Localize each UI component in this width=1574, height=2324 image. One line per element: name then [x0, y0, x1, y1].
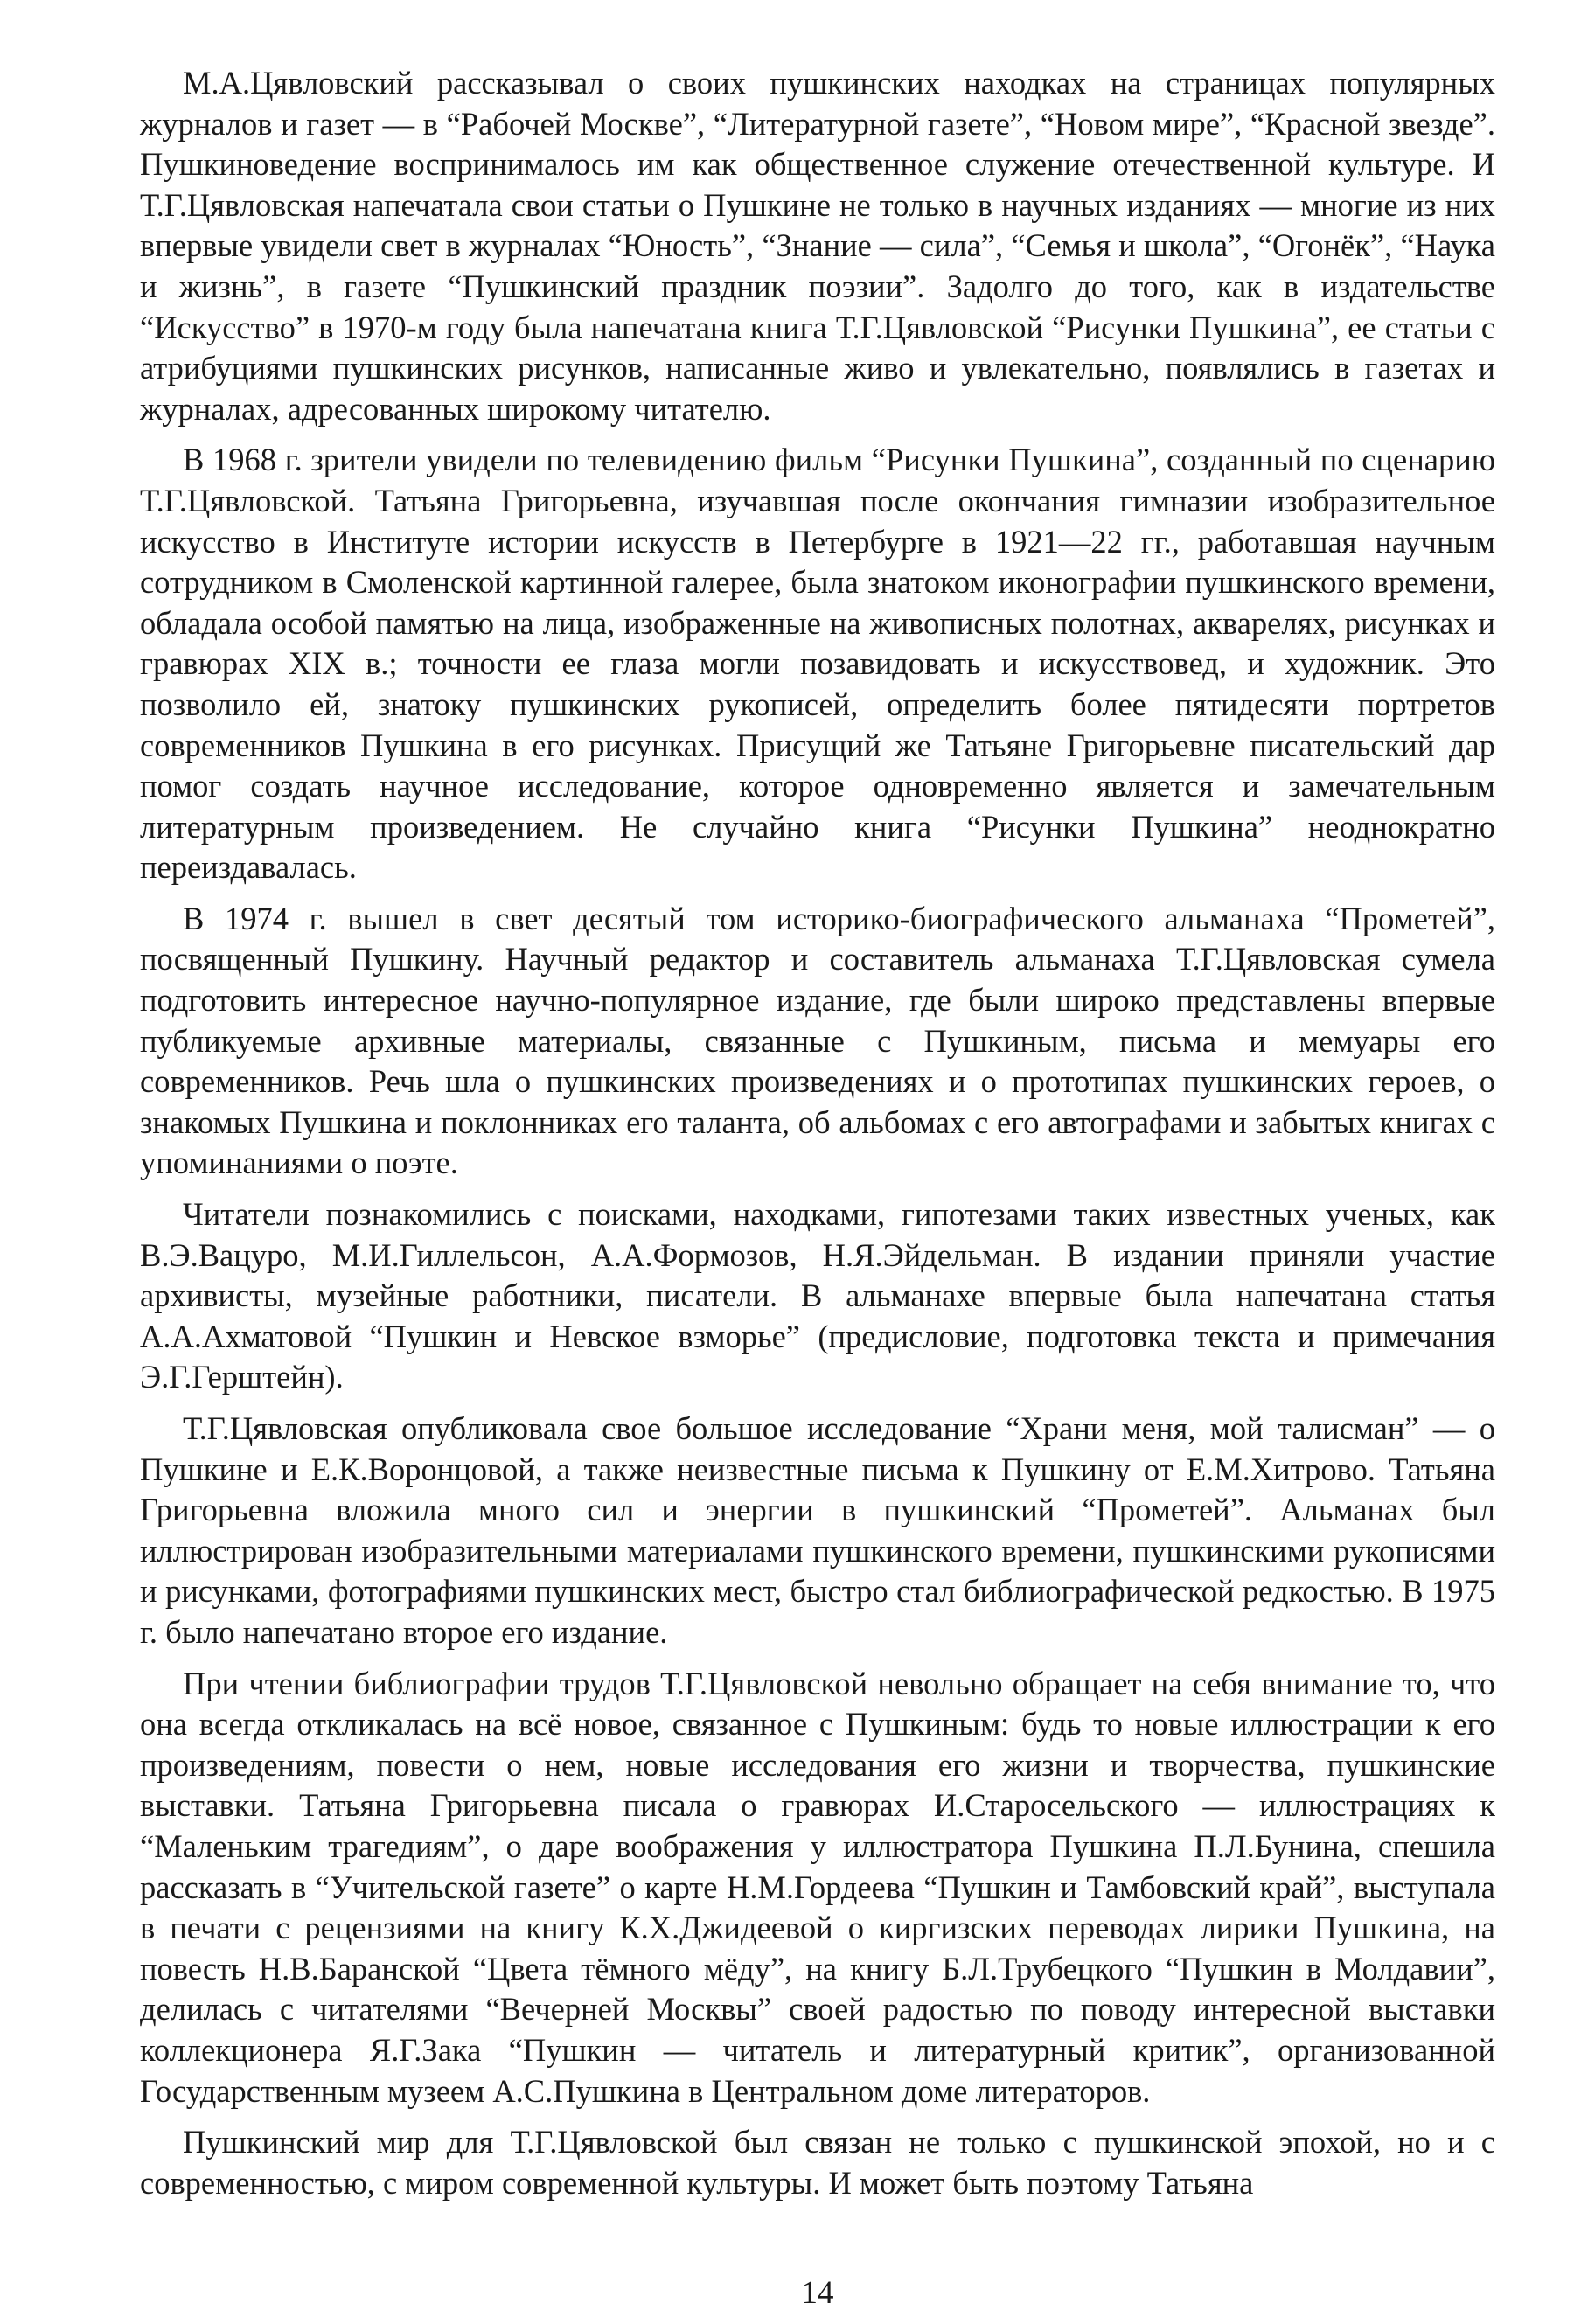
paragraph-2: В 1968 г. зрители увидели по телевидению фильм “Рисунки Пушкина”, созданный по сценарию Т.Г.Цявловской. Татьяна Григорьевна, изучавшая после окончания гимназии изобразительное искусство в Институте истории искусств в Петербурге в 1921—22 гг., работавшая научным сотрудником в Смоленской картинной галерее, была знатоком иконографии пушкинского времени, обладала особой памятью на лица, изображенные на живописных полотнах, акварелях, рисунках и гравюрах XIX в.; точности ее глаза могли позавидовать и искусствовед, и художник. Это позволило ей, знатоку пушкинских рукописей, определить более пятидесяти портретов современников Пушкина в его рисунках. Присущий же Татьяне Григорьевне писательский дар помог создать научное исследование, которое одновременно является и замечательным литературным произведением. Не случайно книга “Рисунки Пушкина” неоднократно переиздавалась. — [140, 442, 1495, 886]
paragraph-5: Т.Г.Цявловская опубликовала свое большое исследование “Храни меня, мой талисман” — о Пушкине и Е.К.Воронцовой, а также неизвестные письма к Пушкину от Е.М.Хитрово. Татьяна Григорьевна вложила много сил и энергии в пушкинский “Прометей”. Альманах был иллюстрирован изобразительными материалами пушкинского времени, пушкинскими рукописями и рисунками, фотографиями пушкинских мест, быстро стал библиографической редкостью. В 1975 г. было напечатано второе его издание. — [140, 1410, 1495, 1650]
paragraph-4: Читатели познакомились с поисками, находками, гипотезами таких известных ученых, как В.Э.Вацуро, М.И.Гиллельсон, А.А.Формозов, Н.Я.Эйдельман. В издании приняли участие архивисты, музейные работники, писатели. В альманахе впервые была напечатана статья А.А.Ахматовой “Пушкин и Невское взморье” (предисловие, подготовка текста и примечания Э.Г.Герштейн). — [140, 1196, 1495, 1395]
paragraph-1: М.А.Цявловский рассказывал о своих пушкинских находках на страницах популярных журналов и газет — в “Рабочей Москве”, “Литературной газете”, “Новом мире”, “Красной звезде”. Пушкиноведение воспринималось им как общественное служение отечественной культуре. И Т.Г.Цявловская напечатала свои статьи о Пушкине не только в научных изданиях — многие из них впервые увидели свет в журналах “Юность”, “Знание — сила”, “Семья и школа”, “Огонёк”, “Наука и жизнь”, в газете “Пушкинский праздник поэзии”. Задолго до того, как в издательстве “Искусство” в 1970-м году была напечатана книга Т.Г.Цявловской “Рисунки Пушкина”, ее статьи с атрибуциями пушкинских рисунков, написанные живо и увлекательно, появлялись в газетах и журналах, адресованных широкому читателю. — [140, 65, 1495, 427]
paragraph-6: При чтении библиографии трудов Т.Г.Цявловской невольно обращает на себя внимание то, что она всегда откликалась на всё новое, связанное с Пушкиным: будь то новые иллюстрации к его произведениям, повести о нем, новые исследования его жизни и творчества, пушкинские выставки. Татьяна Григорьевна писала о гравюрах И.Старосельского — иллюстрациях к “Маленьким трагедиям”, о даре воображения у иллюстратора Пушкина П.Л.Бунина, спешила рассказать в “Учительской газете” о карте Н.М.Гордеева “Пушкин и Тамбовский край”, выступала в печати с рецензиями на книгу К.Х.Джидеевой о киргизских переводах лирики Пушкина, на повесть Н.В.Баранской “Цвета тёмного мёду”, на книгу Б.Л.Трубецкого “Пушкин в Молдавии”, делилась с читателями “Вечерней Москвы” своей радостью по поводу интересной выставки коллекционера Я.Г.Зака “Пушкин — читатель и литературный критик”, организованной Государственным музеем А.С.Пушкина в Центральном доме литераторов. — [140, 1665, 1495, 2109]
paragraph-7: Пушкинский мир для Т.Г.Цявловской был связан не только с пушкинской эпохой, но и с современностью, с миром современной культуры. И может быть поэтому Татьяна — [140, 2124, 1495, 2201]
document-page — [140, 63, 1495, 2311]
paragraph-3: В 1974 г. вышел в свет десятый том историко-биографического альманаха “Прометей”, посвященный Пушкину. Научный редактор и составитель альманаха Т.Г.Цявловская сумела подготовить интересное научно-популярное издание, где были широко представлены впервые публикуемые архивные материалы, связанные с Пушкиным, письма и мемуары его современников. Речь шла о пушкинских произведениях и о прототипах пушкинских героев, о знакомых Пушкина и поклонниках его таланта, об альбомах с его автографами и забытых книгах с упоминаниями о поэте. — [140, 900, 1495, 1181]
page-number: 14 — [801, 2275, 834, 2311]
